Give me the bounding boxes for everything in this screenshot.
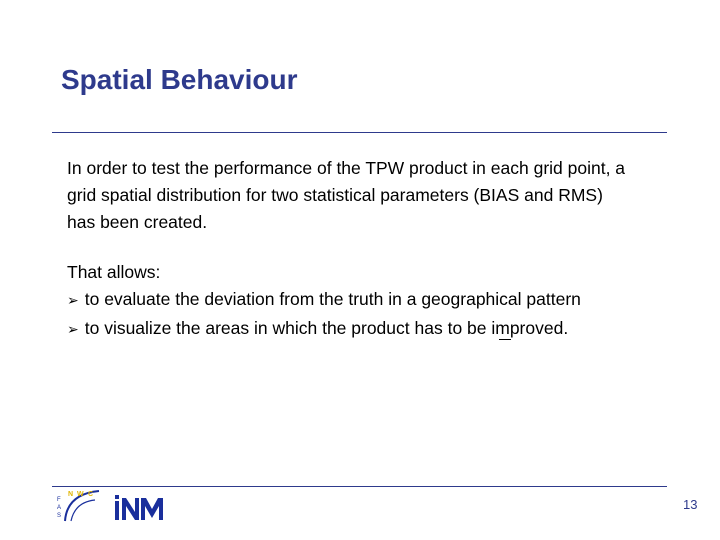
arrow-bullet-icon: ➢	[67, 322, 79, 338]
bullet-text: to evaluate the deviation from the truth in a geographical pattern	[84, 289, 581, 309]
svg-text:N: N	[68, 491, 74, 498]
page-number: 13	[683, 497, 698, 512]
bullet-block	[67, 259, 627, 344]
bullet-text: to visualize the areas in which the product has to be improved.	[84, 318, 569, 338]
footer-divider	[52, 486, 667, 487]
saf-nwc-logo	[55, 488, 107, 522]
svg-text:A: A	[57, 505, 62, 511]
slide-title: Spatial Behaviour	[61, 64, 298, 95]
stray-mark	[499, 339, 511, 340]
body-paragraph: In order to test the performance of the TPW product in each grid point, a grid spatial distribution for two statistical parameters (BIAS and RMS) has been created.	[67, 158, 626, 232]
svg-text:W: W	[77, 491, 84, 498]
arrow-bullet-icon: ➢	[67, 293, 79, 309]
svg-text:C: C	[88, 491, 94, 498]
intro-text: That allows:	[67, 262, 161, 282]
bullet-item	[67, 286, 627, 315]
svg-text:S: S	[57, 513, 62, 519]
svg-text:F: F	[57, 497, 61, 503]
title-divider	[52, 132, 667, 133]
inm-logo	[113, 492, 165, 522]
bullet-item	[67, 315, 627, 344]
